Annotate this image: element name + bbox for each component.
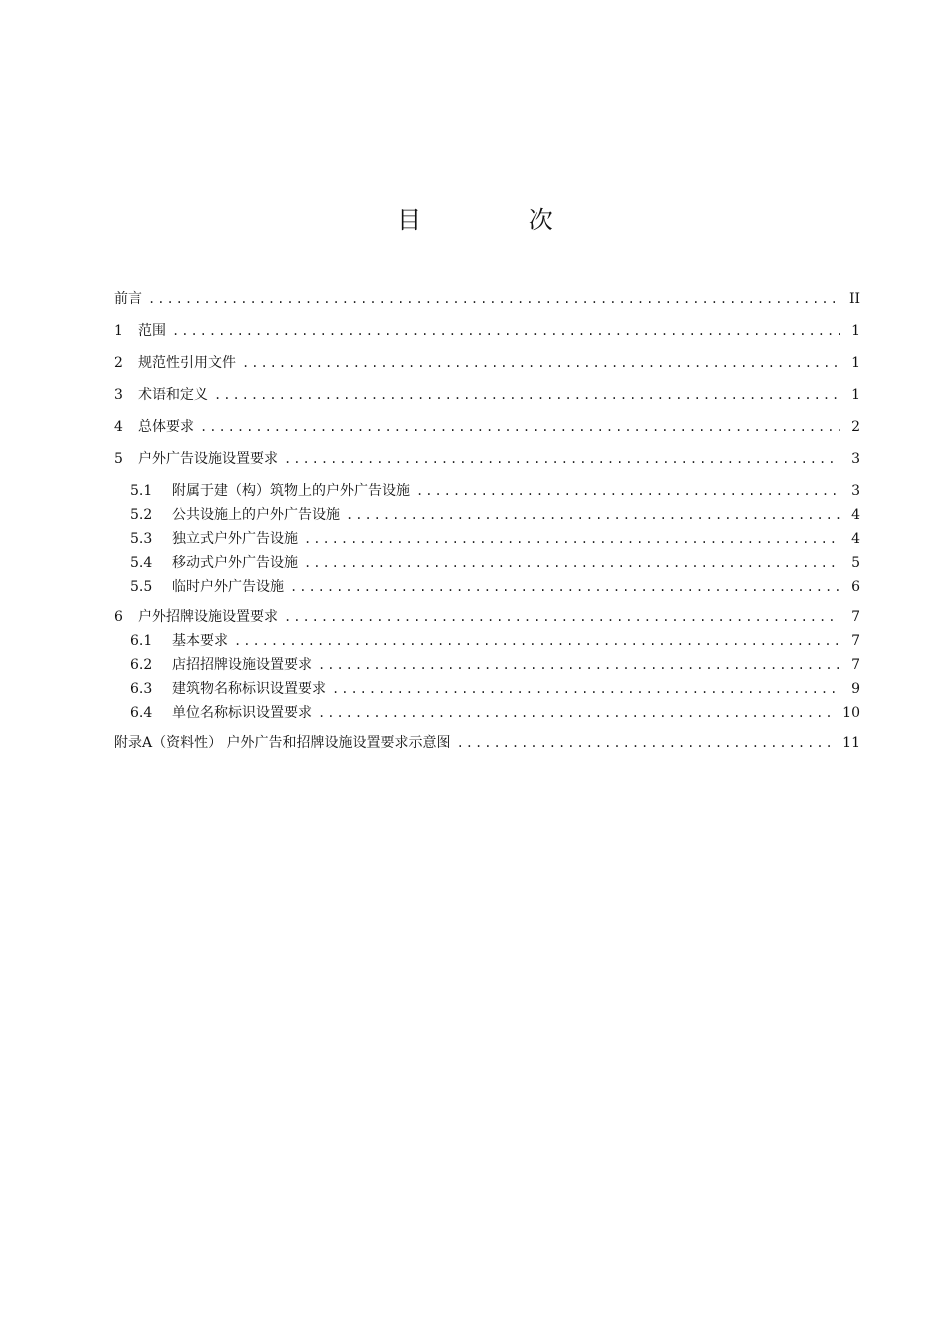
toc-entry-label: 户外广告设施设置要求	[138, 451, 278, 467]
toc-entry-page: 7	[851, 633, 860, 649]
toc-leader-dots	[416, 479, 840, 503]
toc-entry-label: 总体要求	[138, 419, 194, 435]
toc-entry[interactable]	[114, 287, 860, 311]
toc-entry-number: 5.3	[130, 531, 153, 547]
toc-entry-label: 临时户外广告设施	[172, 579, 284, 595]
toc-entry-page: 4	[851, 531, 860, 547]
toc-entry-label: 前言	[114, 291, 142, 307]
toc-entry[interactable]	[114, 319, 860, 343]
toc-leader-dots	[214, 383, 840, 407]
toc-entry-number: 4	[114, 419, 123, 435]
toc-entry-number: 5.1	[130, 483, 153, 499]
toc-entry-page: 10	[842, 705, 860, 721]
toc-leader-dots	[290, 575, 840, 599]
toc-entry-page: 9	[851, 681, 860, 697]
toc-entry-number: 6.4	[130, 705, 153, 721]
toc-entry-page: 1	[851, 355, 860, 371]
toc-leader-dots	[234, 629, 840, 653]
toc-entry-number: 6	[114, 609, 123, 625]
toc-entry-page: II	[848, 291, 860, 307]
toc-entry-page: 4	[851, 507, 860, 523]
toc-entry-number: 5	[114, 451, 123, 467]
toc-entry-number: 6.1	[130, 633, 153, 649]
toc-entry[interactable]	[114, 503, 860, 527]
toc-entry-label: 移动式户外广告设施	[172, 555, 298, 571]
toc-entry[interactable]	[114, 447, 860, 471]
toc-entry-number: 3	[114, 387, 123, 403]
toc-entry-label: 店招招牌设施设置要求	[172, 657, 312, 673]
toc-leader-dots	[148, 287, 840, 311]
toc-entry-label: 范围	[138, 323, 166, 339]
toc-entry-label: 户外招牌设施设置要求	[138, 609, 278, 625]
table-of-contents	[114, 287, 860, 755]
toc-entry-label: 附录A（资料性） 户外广告和招牌设施设置要求示意图	[114, 735, 451, 751]
page-title: 目 次	[397, 206, 603, 234]
toc-entry-page: 6	[851, 579, 860, 595]
toc-leader-dots	[172, 319, 840, 343]
toc-leader-dots	[304, 527, 840, 551]
toc-entry-number: 6.3	[130, 681, 153, 697]
toc-entry-page: 7	[851, 609, 860, 625]
toc-entry[interactable]	[114, 551, 860, 575]
toc-entry-label: 建筑物名称标识设置要求	[172, 681, 326, 697]
toc-leader-dots	[318, 653, 840, 677]
toc-leader-dots	[457, 731, 837, 755]
toc-entry[interactable]	[114, 731, 860, 755]
toc-leader-dots	[284, 605, 840, 629]
toc-entry[interactable]	[114, 575, 860, 599]
toc-entry-label: 单位名称标识设置要求	[172, 705, 312, 721]
toc-entry-label: 公共设施上的户外广告设施	[172, 507, 340, 523]
toc-entry[interactable]	[114, 479, 860, 503]
toc-entry-label: 规范性引用文件	[138, 355, 236, 371]
toc-entry-number: 1	[114, 323, 123, 339]
toc-entry-number: 6.2	[130, 657, 153, 673]
toc-entry[interactable]	[114, 527, 860, 551]
toc-leader-dots	[346, 503, 840, 527]
toc-entry[interactable]	[114, 653, 860, 677]
toc-entry-page: 3	[851, 451, 860, 467]
toc-leader-dots	[284, 447, 840, 471]
toc-entry-label: 独立式户外广告设施	[172, 531, 298, 547]
toc-leader-dots	[304, 551, 840, 575]
toc-entry-number: 5.2	[130, 507, 153, 523]
toc-entry-label: 基本要求	[172, 633, 228, 649]
toc-leader-dots	[318, 701, 836, 725]
toc-entry-page: 2	[851, 419, 860, 435]
toc-entry-label: 术语和定义	[138, 387, 208, 403]
toc-entry-page: 1	[851, 323, 860, 339]
toc-leader-dots	[242, 351, 840, 375]
toc-entry-page: 11	[842, 735, 860, 751]
toc-entry[interactable]	[114, 629, 860, 653]
toc-entry-number: 5.5	[130, 579, 153, 595]
toc-entry-number: 2	[114, 355, 123, 371]
toc-entry-number: 5.4	[130, 555, 153, 571]
toc-entry[interactable]	[114, 415, 860, 439]
toc-entry-page: 7	[851, 657, 860, 673]
toc-entry-label: 附属于建（构）筑物上的户外广告设施	[172, 483, 410, 499]
toc-leader-dots	[332, 677, 840, 701]
toc-entry[interactable]	[114, 701, 860, 725]
toc-entry-page: 3	[851, 483, 860, 499]
toc-entry-page: 1	[851, 387, 860, 403]
toc-entry[interactable]	[114, 605, 860, 629]
toc-entry-page: 5	[851, 555, 860, 571]
toc-entry[interactable]	[114, 351, 860, 375]
toc-leader-dots	[200, 415, 840, 439]
toc-entry[interactable]	[114, 677, 860, 701]
toc-entry[interactable]	[114, 383, 860, 407]
